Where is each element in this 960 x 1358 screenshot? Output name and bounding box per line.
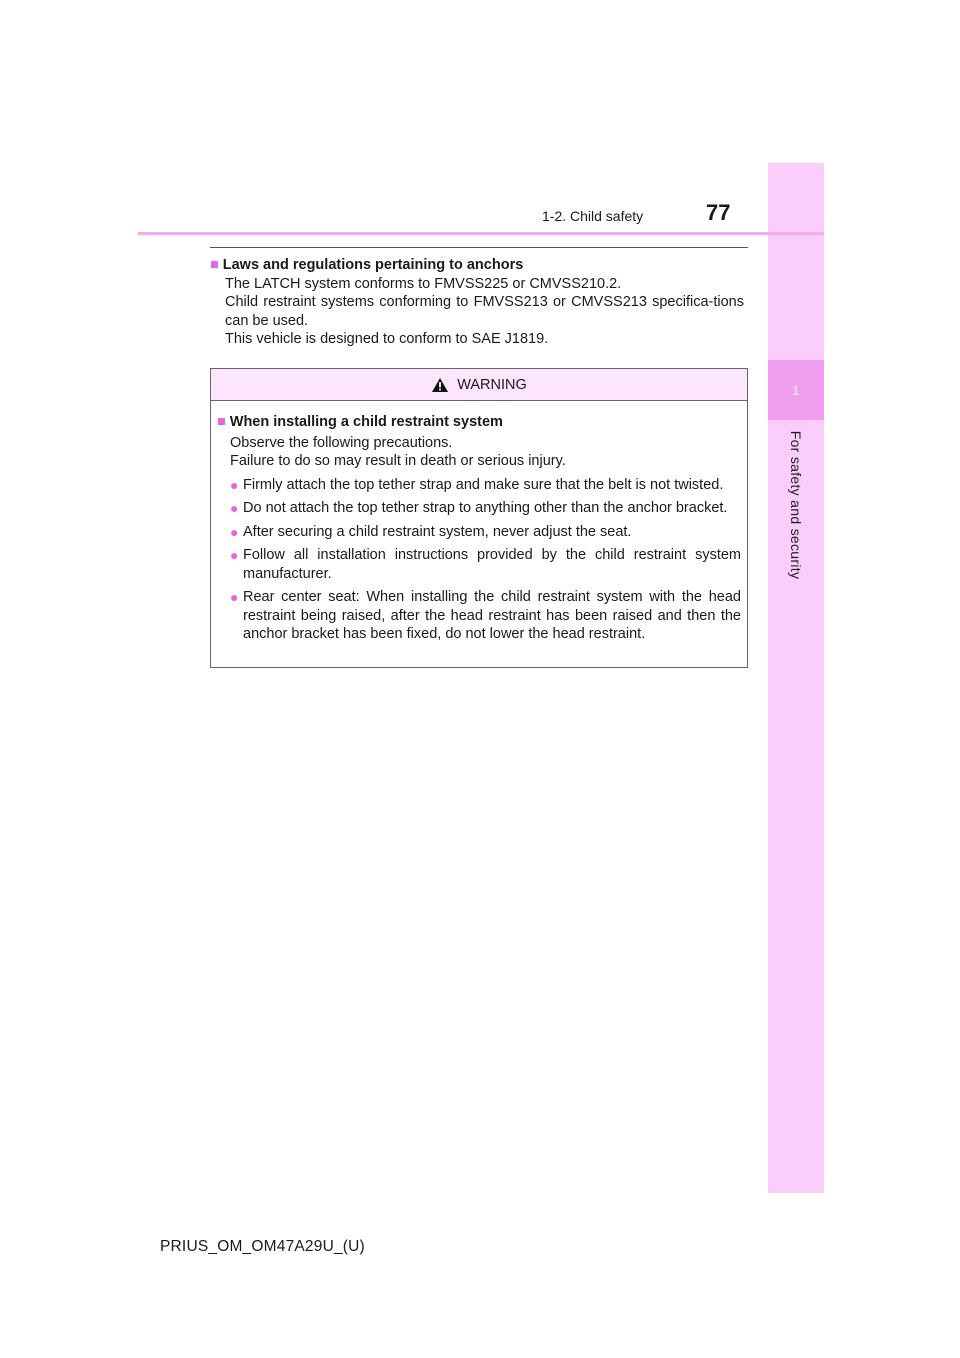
warning-item-text: Do not attach the top tether strap to anything other than the anchor bracket. xyxy=(243,500,728,516)
document-code: PRIUS_OM_OM47A29U_(U) xyxy=(160,1238,365,1255)
section-title: 1-2. Child safety xyxy=(542,208,644,224)
warning-list-item xyxy=(230,476,741,495)
warning-box xyxy=(210,368,748,668)
warning-list-item xyxy=(230,523,741,542)
chapter-side-tab xyxy=(768,163,824,1193)
circle-bullet-icon: ● xyxy=(230,589,239,605)
circle-bullet-icon: ● xyxy=(230,500,239,516)
chapter-number: 1 xyxy=(768,360,824,420)
warning-label: WARNING xyxy=(457,376,527,393)
warning-heading xyxy=(217,413,741,432)
laws-section xyxy=(210,256,744,349)
warning-list xyxy=(217,476,741,644)
laws-paragraph: This vehicle is designed to conform to SAE J1819. xyxy=(225,331,549,347)
page-number: 77 xyxy=(706,200,731,225)
warning-item-text: Follow all installation instructions provided by the child restraint system manufacturer. xyxy=(243,547,741,582)
warning-triangle-icon xyxy=(431,377,449,393)
laws-heading-text: Laws and regulations pertaining to anchors xyxy=(222,257,524,273)
content-top-rule xyxy=(210,247,748,248)
warning-item-text: After securing a child restraint system, never adjust the seat. xyxy=(243,523,632,540)
circle-bullet-icon: ● xyxy=(230,476,239,493)
circle-bullet-icon: ● xyxy=(230,547,239,563)
laws-heading xyxy=(210,256,744,275)
laws-paragraph: The LATCH system conforms to FMVSS225 or CMVSS210.2. xyxy=(225,275,622,292)
warning-intro: Failure to do so may result in death or serious injury. xyxy=(230,453,566,469)
warning-item-text: Rear center seat: When installing the child restraint system with the head restraint being raised, after the head restraint has been raised and then the anchor bracket has been fixed, do not lower the head restraint. xyxy=(243,589,741,642)
warning-heading-text: When installing a child restraint system xyxy=(229,414,503,430)
square-bullet-icon: ■ xyxy=(210,257,219,273)
warning-body xyxy=(211,401,747,644)
square-bullet-icon: ■ xyxy=(217,414,226,430)
warning-header xyxy=(211,369,747,401)
chapter-title-text: For safety and security xyxy=(788,430,804,580)
warning-list-item xyxy=(230,588,741,644)
laws-paragraph: Child restraint systems conforming to FMVSS213 or CMVSS213 specifica-tions can be used. xyxy=(225,294,744,329)
header-divider xyxy=(138,232,824,235)
warning-list-item xyxy=(230,499,741,518)
warning-item-text: Firmly attach the top tether strap and make sure that the belt is not twisted. xyxy=(243,476,724,493)
warning-intro: Observe the following precautions. xyxy=(230,434,453,451)
warning-list-item xyxy=(230,546,741,583)
circle-bullet-icon: ● xyxy=(230,523,239,540)
